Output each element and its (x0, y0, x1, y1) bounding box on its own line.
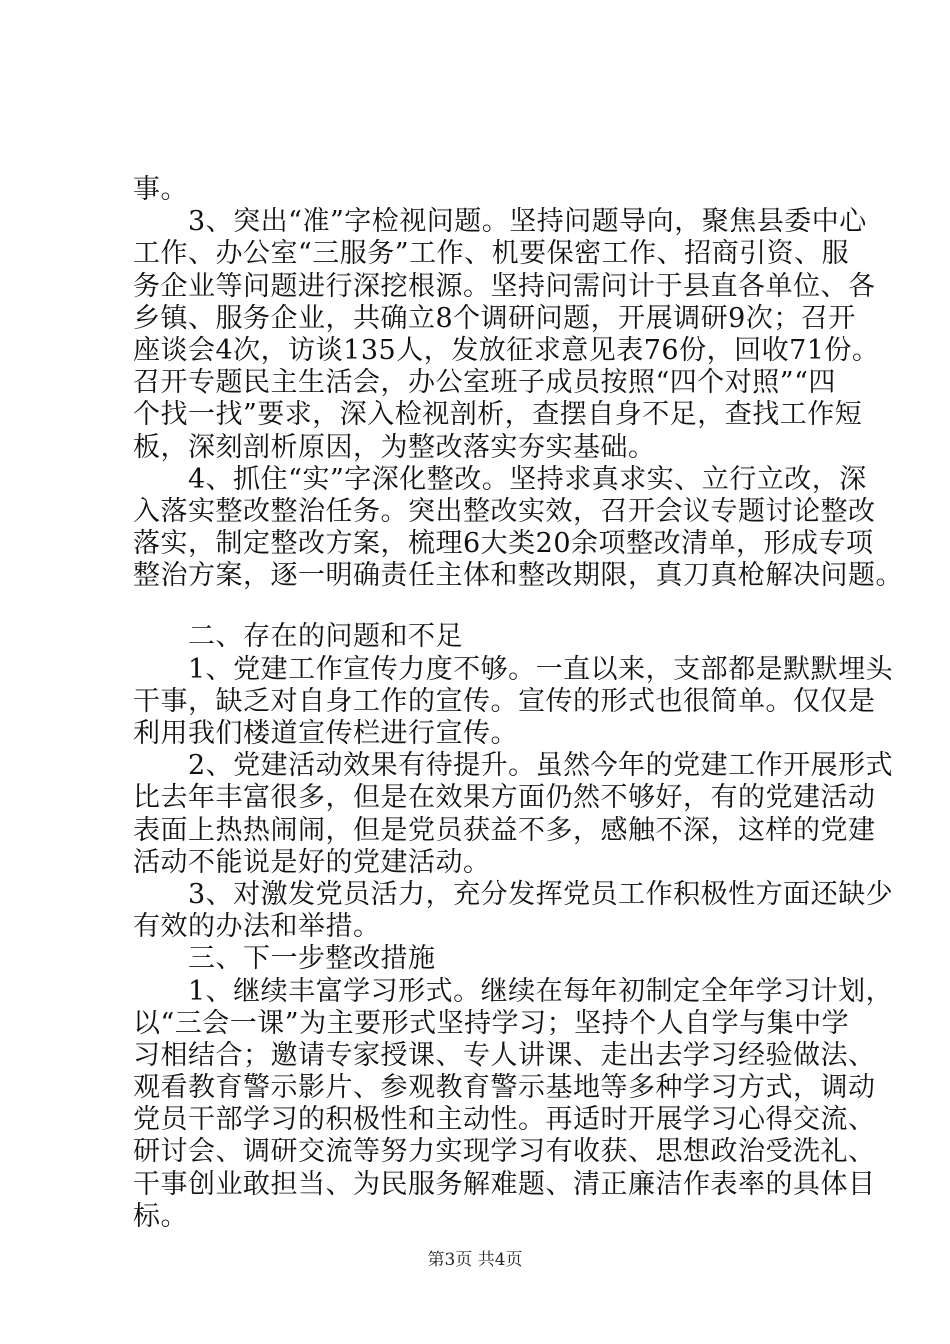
paragraph-line: 活动不能说是好的党建活动。 (133, 846, 491, 878)
paragraph-line: 干事，缺乏对自身工作的宣传。宣传的形式也很简单。仅仅是 (133, 685, 876, 717)
section-heading: 三、下一步整改措施 (133, 943, 436, 975)
paragraph-line: 乡镇、服务企业，共确立8个调研问题，开展调研9次；召开 (133, 302, 856, 334)
paragraph-line: 以“三会一课”为主要形式坚持学习；坚持个人自学与集中学 (133, 1007, 850, 1039)
paragraph-line: 落实，制定整改方案，梳理6大类20余项整改清单，形成专项 (133, 528, 874, 560)
paragraph-line: 4、抓住“实”字深化整改。坚持求真求实、立行立改，深 (133, 463, 867, 495)
paragraph-line: 利用我们楼道宣传栏进行宣传。 (133, 718, 518, 749)
paragraph-line: 表面上热热闹闹，但是党员获益不多，感触不深，这样的党建 (133, 814, 876, 846)
paragraph-line: 3、突出“准”字检视问题。坚持问题导向，聚焦县委中心 (133, 206, 867, 238)
paragraph-line: 研讨会、调研交流等努力实现学习有收获、思想政治受洗礼、 (133, 1136, 876, 1168)
paragraph-line: 标。 (133, 1200, 188, 1232)
paragraph-line: 工作、办公室“三服务”工作、机要保密工作、招商引资、服 (133, 238, 850, 270)
paragraph-line: 务企业等问题进行深挖根源。坚持问需问计于县直各单位、各 (133, 270, 876, 302)
paragraph-line: 3、对激发党员活力，充分发挥党员工作积极性方面还缺少 (133, 878, 894, 910)
paragraph-line: 座谈会4次，访谈135人，发放征求意见表76份，回收71份。 (133, 334, 880, 366)
paragraph-line: 整治方案，逐一明确责任主体和整改期限，真刀真枪解决问题。 (133, 560, 903, 592)
paragraph-line: 个找一找”要求，深入检视剖析，查摆自身不足，查找工作短 (133, 399, 863, 431)
paragraph-line: 入落实整改整治任务。突出整改实效，召开会议专题讨论整改 (133, 495, 876, 527)
page-footer: 第3页 共4页 (427, 1250, 523, 1270)
paragraph-line: 比去年丰富很多，但是在效果方面仍然不够好，有的党建活动 (133, 782, 876, 814)
paragraph-line: 有效的办法和举措。 (133, 911, 381, 943)
paragraph-line: 干事创业敢担当、为民服务解难题、清正廉洁作表率的具体目 (133, 1168, 876, 1200)
paragraph-line: 召开专题民主生活会，办公室班子成员按照“四个对照”“四 (133, 367, 836, 399)
paragraph-line: 板，深刻剖析原因，为整改落实夯实基础。 (133, 431, 656, 463)
paragraph-line: 党员干部学习的积极性和主动性。再适时开展学习心得交流、 (133, 1104, 876, 1136)
paragraph-line: 事。 (133, 174, 188, 205)
paragraph-line: 习相结合；邀请专家授课、专人讲课、走出去学习经验做法、 (133, 1039, 876, 1071)
section-heading: 二、存在的问题和不足 (133, 621, 463, 653)
paragraph-line: 2、党建活动效果有待提升。虽然今年的党建工作开展形式 (133, 750, 894, 782)
paragraph-line: 观看教育警示影片、参观教育警示基地等多种学习方式，调动 (133, 1072, 876, 1104)
paragraph-line: 1、党建工作宣传力度不够。一直以来，支部都是默默埋头 (133, 653, 894, 685)
paragraph-line: 1、继续丰富学习形式。继续在每年初制定全年学习计划， (133, 975, 894, 1007)
